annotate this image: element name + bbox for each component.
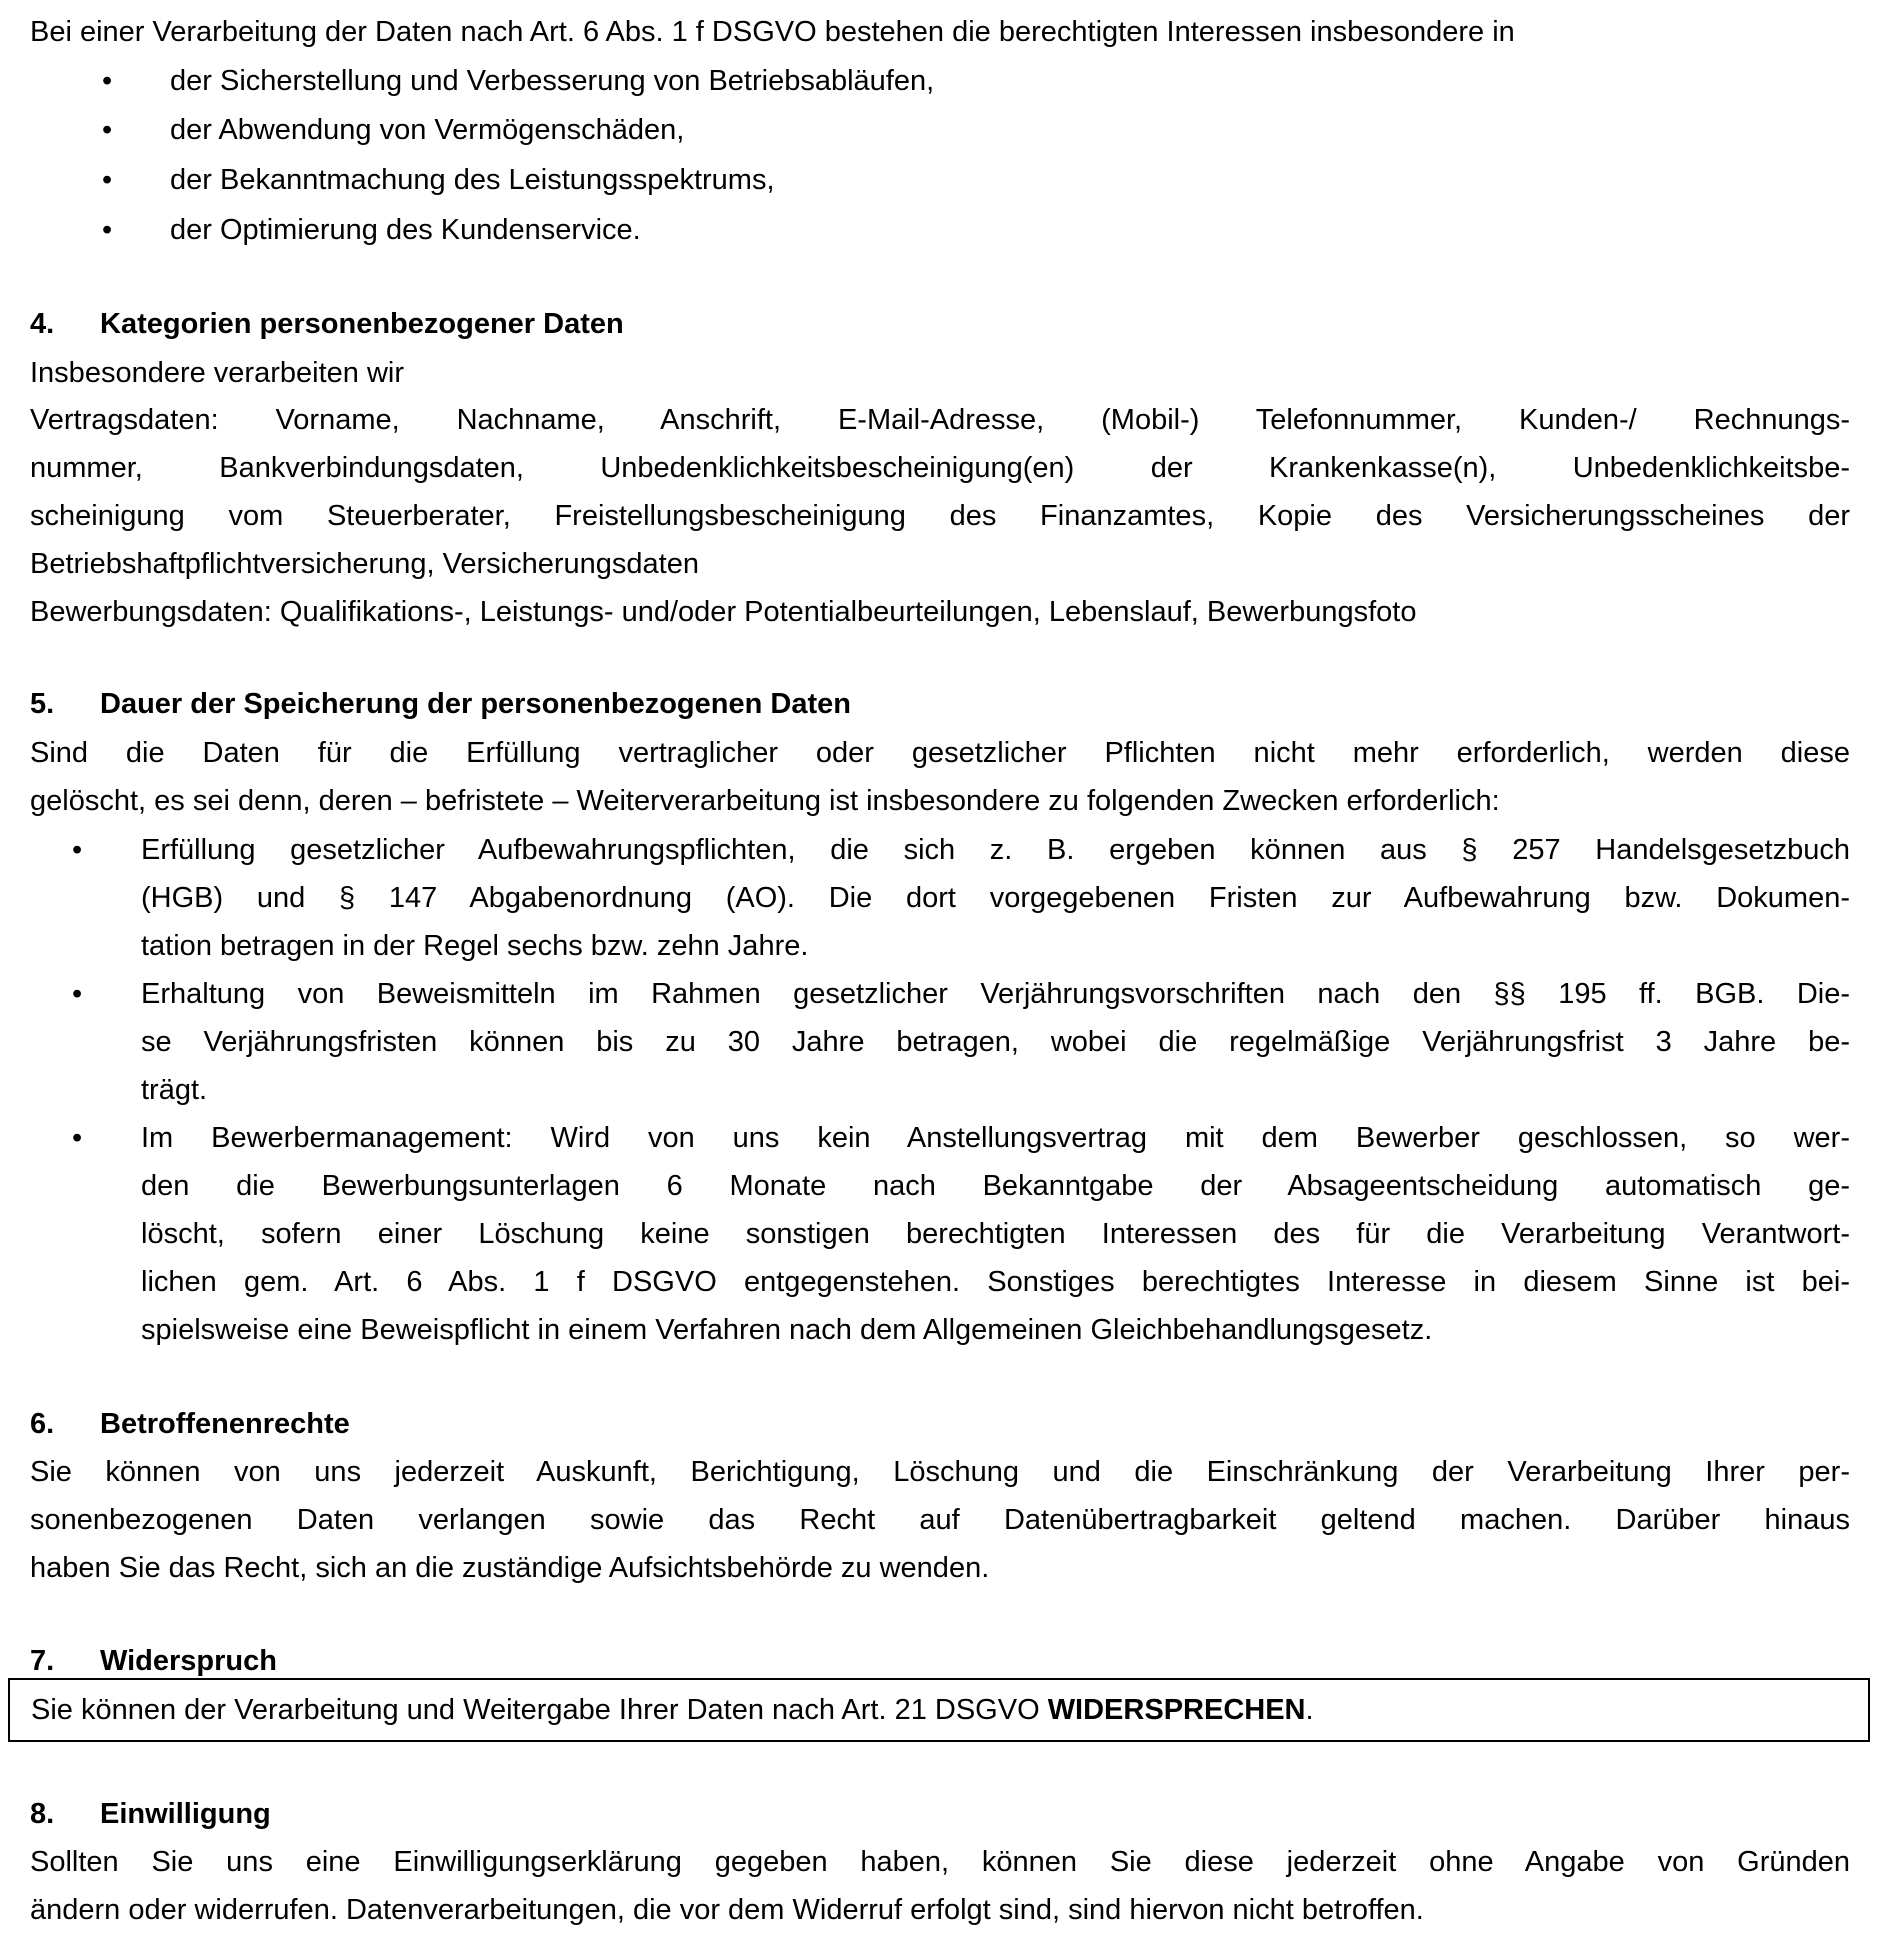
- section-number: 5.: [30, 688, 55, 720]
- bullet: •: [72, 834, 83, 866]
- list-item-line: Im Bewerbermanagement: Wird von uns kein Anstellungsvertrag mit dem Bewerber geschlossen, so wer-: [141, 1122, 1850, 1154]
- vertragsdaten-line: nummer, Bankverbindungsdaten, Unbedenklichkeitsbescheinigung(en) der Krankenkasse(n), Unbedenklichkeitsbe-: [30, 452, 1850, 484]
- list-item: der Optimierung des Kundenservice.: [170, 214, 641, 246]
- section-number: 4.: [30, 308, 55, 340]
- section-5-lead-line: gelöscht, es sei denn, deren – befristete – Weiterverarbeitung ist insbesondere zu folgenden Zwecken erforderlich:: [30, 785, 1500, 817]
- section-6-line: haben Sie das Recht, sich an die zuständige Aufsichtsbehörde zu wenden.: [30, 1552, 990, 1584]
- section-title: Kategorien personenbezogener Daten: [100, 308, 624, 340]
- intro-paragraph: Bei einer Verarbeitung der Daten nach Art. 6 Abs. 1 f DSGVO bestehen die berechtigten Interessen insbesondere in: [30, 16, 1515, 48]
- list-item-line: Erfüllung gesetzlicher Aufbewahrungspflichten, die sich z. B. ergeben können aus § 257 Handelsgesetzbuch: [141, 834, 1850, 866]
- objection-period: .: [1305, 1694, 1314, 1726]
- bullet: •: [102, 114, 113, 146]
- section-4-heading: [30, 300, 624, 348]
- bullet: •: [102, 65, 113, 97]
- objection-box: [8, 1678, 1870, 1742]
- vertragsdaten-line: scheinigung vom Steuerberater, Freistellungsbescheinigung des Finanzamtes, Kopie des Versicherungsscheines der: [30, 500, 1850, 532]
- section-number: 7.: [30, 1645, 55, 1677]
- section-title: Dauer der Speicherung der personenbezogenen Daten: [100, 688, 851, 720]
- bewerbungsdaten-line: Bewerbungsdaten: Qualifikations-, Leistungs- und/oder Potentialbeurteilungen, Lebenslauf, Bewerbungsfoto: [30, 596, 1417, 628]
- section-title: Widerspruch: [100, 1645, 277, 1677]
- objection-emphasis: WIDERSPRECHEN: [1047, 1694, 1306, 1726]
- list-item-line: (HGB) und § 147 Abgabenordnung (AO). Die dort vorgegebenen Fristen zur Aufbewahrung bzw. Dokumen-: [141, 882, 1850, 914]
- list-item: der Bekanntmachung des Leistungsspektrums,: [170, 164, 775, 196]
- section-6-line: Sie können von uns jederzeit Auskunft, Berichtigung, Löschung und die Einschränkung der Verarbeitung Ihrer per-: [30, 1456, 1850, 1488]
- list-item-line: löscht, sofern einer Löschung keine sonstigen berechtigten Interessen des für die Verarbeitung Verantwort-: [141, 1218, 1850, 1250]
- section-5-lead-line: Sind die Daten für die Erfüllung vertraglicher oder gesetzlicher Pflichten nicht mehr erforderlich, werden diese: [30, 737, 1850, 769]
- list-item-line: lichen gem. Art. 6 Abs. 1 f DSGVO entgegenstehen. Sonstiges berechtigtes Interesse in diesem Sinne ist bei-: [141, 1266, 1850, 1298]
- section-6-heading: [30, 1400, 350, 1448]
- section-title: Betroffenenrechte: [100, 1408, 350, 1440]
- section-number: 6.: [30, 1408, 55, 1440]
- list-item-line: spielsweise eine Beweispflicht in einem Verfahren nach dem Allgemeinen Gleichbehandlungsgesetz.: [141, 1314, 1433, 1346]
- list-item-line: tation betragen in der Regel sechs bzw. zehn Jahre.: [141, 930, 809, 962]
- list-item-line: trägt.: [141, 1074, 208, 1106]
- bullet: •: [72, 978, 83, 1010]
- section-4-lead: Insbesondere verarbeiten wir: [30, 357, 404, 389]
- section-8-line: ändern oder widerrufen. Datenverarbeitungen, die vor dem Widerruf erfolgt sind, sind hiervon nicht betroffen.: [30, 1894, 1424, 1926]
- vertragsdaten-line: Vertragsdaten: Vorname, Nachname, Anschrift, E-Mail-Adresse, (Mobil-) Telefonnummer, Kunden-/ Rechnungs-: [30, 404, 1850, 436]
- section-title: Einwilligung: [100, 1798, 271, 1830]
- vertragsdaten-line: Betriebshaftpflichtversicherung, Versicherungsdaten: [30, 548, 699, 580]
- section-8-heading: [30, 1790, 271, 1838]
- section-number: 8.: [30, 1798, 55, 1830]
- bullet: •: [102, 164, 113, 196]
- list-item-line: den die Bewerbungsunterlagen 6 Monate nach Bekanntgabe der Absageentscheidung automatisch ge-: [141, 1170, 1850, 1202]
- section-5-heading: [30, 680, 851, 728]
- list-item: der Sicherstellung und Verbesserung von Betriebsabläufen,: [170, 65, 935, 97]
- list-item-line: Erhaltung von Beweismitteln im Rahmen gesetzlicher Verjährungsvorschriften nach den §§ 195 ff. BGB. Die-: [141, 978, 1850, 1010]
- list-item: der Abwendung von Vermögenschäden,: [170, 114, 685, 146]
- objection-text-main: Sie können der Verarbeitung und Weitergabe Ihrer Daten nach Art. 21 DSGVO: [31, 1694, 1048, 1726]
- objection-text: [31, 1686, 1314, 1734]
- section-6-line: sonenbezogenen Daten verlangen sowie das Recht auf Datenübertragbarkeit geltend machen. Darüber hinaus: [30, 1504, 1850, 1536]
- list-item-line: se Verjährungsfristen können bis zu 30 Jahre betragen, wobei die regelmäßige Verjährungsfrist 3 Jahre be-: [141, 1026, 1850, 1058]
- bullet: •: [102, 214, 113, 246]
- section-8-line: Sollten Sie uns eine Einwilligungserklärung gegeben haben, können Sie diese jederzeit ohne Angabe von Gründen: [30, 1846, 1850, 1878]
- bullet: •: [72, 1122, 83, 1154]
